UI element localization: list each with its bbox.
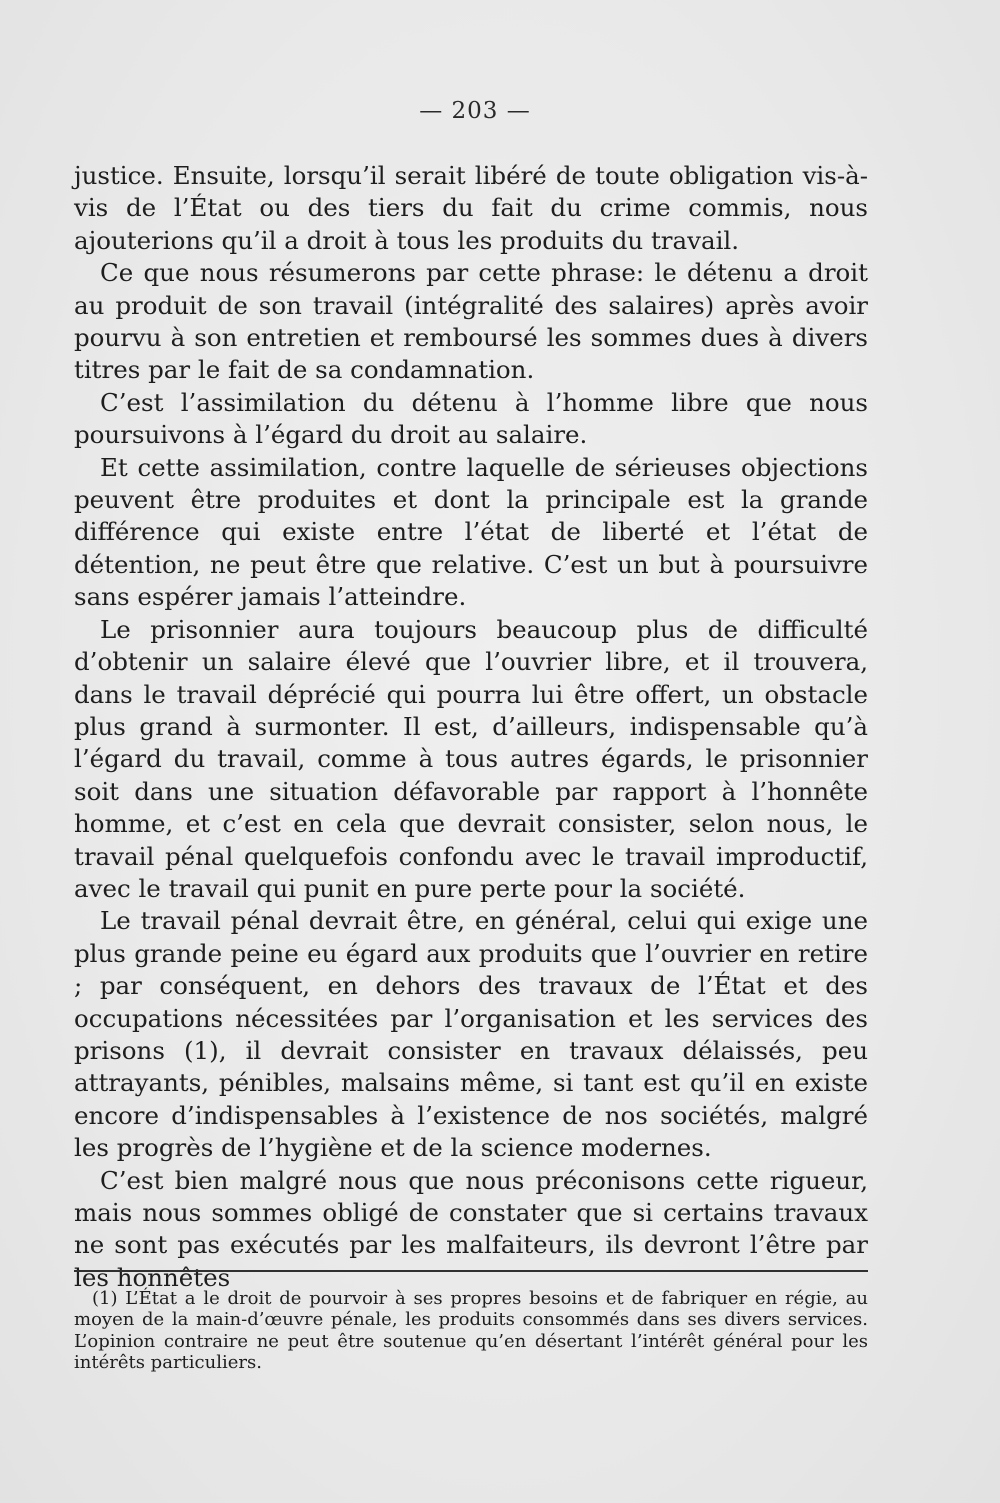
paragraph-5: Le prisonnier aura toujours beaucoup plus de difficulté d’obtenir un salaire élevé que l’ouvrier libre, et il trouvera, dans le travail déprécié qui pourra lui être offert, un obstacle plus grand à surmonter. Il est, d’ailleurs, indispensable qu’à l’égard du travail, comme à tous autres égards, le prisonnier soit dans une situation défavorable par rapport à l’honnête homme, et c’est en cela que devrait consister, selon nous, le travail pénal quelquefois confondu avec le travail improductif, avec le travail qui punit en pure perte pour la société. (74, 614, 868, 903)
paragraph-2: Ce que nous résumerons par cette phrase: le détenu a droit au produit de son travail (intégralité des salaires) après avoir pourvu à son entretien et remboursé les sommes dues à divers titres par le fait de sa condamnation. (74, 258, 868, 385)
paragraph-6: Le travail pénal devrait être, en général, celui qui exige une plus grande peine eu égard aux produits que l’ouvrier en retire ; par conséquent, en dehors des travaux de l’État et des occupations nécessitées par l’organisation et les services des prisons (1), il devrait consister en travaux délaissés, peu attrayants, pénibles, malsains même, si tant est qu’il en existe encore d’indispensables à l’existence de nos sociétés, malgré les progrès de l’hygiène et de la science modernes. (74, 906, 868, 1163)
page-number: — 203 — (419, 98, 531, 124)
footnote (74, 1288, 868, 1374)
paragraph-7: C’est bien malgré nous que nous préconisons cette rigueur, mais nous sommes obligé de constater que si certains travaux ne sont pas exécutés par les malfaiteurs, ils devront l’être par les honnêtes (74, 1165, 868, 1292)
paragraph-3: C’est l’assimilation du détenu à l’homme libre que nous poursuivons à l’égard du droit au salaire. (74, 387, 868, 450)
body-text (74, 160, 868, 1294)
paragraph-4: Et cette assimilation, contre laquelle de sérieuses objections peuvent être produites et dont la principale est la grande différence qui existe entre l’état de liberté et l’état de détention, ne peut être que relative. C’est un but à poursuivre sans espérer jamais l’atteindre. (74, 452, 868, 612)
footnote-text: (1) L’État a le droit de pourvoir à ses propres besoins et de fabriquer en régie, au moyen de la main-d’œuvre pénale, les produits consommés dans ses divers services. L’opinion contraire ne peut être soutenue qu’en désertant l’intérêt général pour les intérêts particuliers. (74, 1288, 868, 1374)
footnote-separator (74, 1270, 868, 1272)
paragraph-1: justice. Ensuite, lorsqu’il serait libéré de toute obligation vis-à-vis de l’État ou des tiers du fait du crime commis, nous ajouterions qu’il a droit à tous les produits du travail. (74, 161, 868, 255)
